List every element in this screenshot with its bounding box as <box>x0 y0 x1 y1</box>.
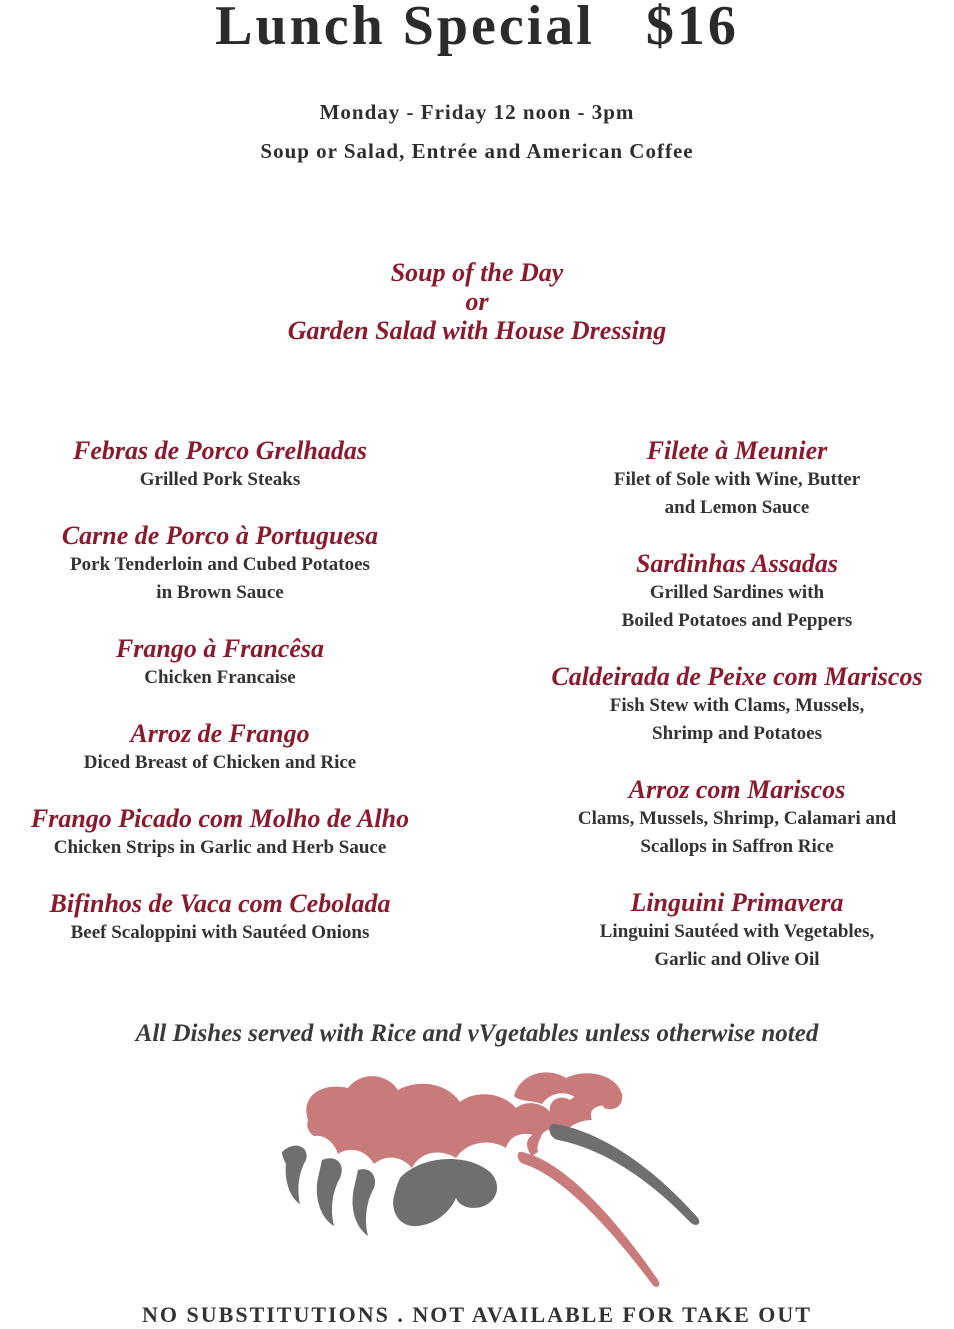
dish-description: Grilled Sardines with <box>649 582 825 603</box>
lobster-icon <box>270 1060 710 1300</box>
menu-item <box>0 719 440 804</box>
dish-description: Beef Scaloppini with Sautéed Onions <box>70 922 370 943</box>
dish-description: Boiled Potatoes and Peppers <box>621 610 853 631</box>
menu-item <box>0 436 440 521</box>
dish-description: Grilled Pork Steaks <box>139 469 301 490</box>
lobster-antenna-curl <box>527 1134 542 1156</box>
dish-name: Arroz de Frango <box>130 719 310 748</box>
page-title: Lunch Special $16 <box>215 0 739 57</box>
menu-item <box>520 775 954 888</box>
dish-description: Diced Breast of Chicken and Rice <box>83 752 357 773</box>
dish-name: Bifinhos de Vaca com Cebolada <box>49 889 391 918</box>
dish-name: Febras de Porco Grelhadas <box>73 436 367 465</box>
dish-name: Caldeirada de Peixe com Mariscos <box>551 662 923 691</box>
includes-text: Soup or Salad, Entrée and American Coffee <box>260 139 694 163</box>
dish-description: Linguini Sautéed with Vegetables, <box>599 921 875 942</box>
menu-item <box>0 889 440 974</box>
lobster-claw-bottom <box>393 1159 497 1226</box>
serving-note: All Dishes served with Rice and vVgetables unless otherwise noted <box>135 1020 819 1047</box>
starter-soup: Soup of the Day <box>390 258 564 287</box>
dish-description: Pork Tenderloin and Cubed Potatoes <box>70 554 370 575</box>
menu-item <box>0 634 440 719</box>
dish-name: Filete à Meunier <box>646 436 828 465</box>
dish-name: Frango à Francêsa <box>115 634 325 663</box>
menu-item <box>0 521 440 634</box>
dish-name: Sardinhas Assadas <box>635 549 839 578</box>
dish-name: Arroz com Mariscos <box>628 775 846 804</box>
starter-section <box>0 258 954 345</box>
lobster-leg <box>282 1146 307 1204</box>
right-menu-column <box>520 436 954 1001</box>
starter-salad: Garden Salad with House Dressing <box>287 316 667 345</box>
dish-description: Garlic and Olive Oil <box>654 949 820 970</box>
menu-item <box>520 549 954 662</box>
dish-name: Linguini Primavera <box>630 888 844 917</box>
dish-description: Clams, Mussels, Shrimp, Calamari and <box>577 808 897 829</box>
menu-item <box>520 888 954 1001</box>
dish-description: in Brown Sauce <box>156 582 284 603</box>
starter-or: or <box>465 287 489 316</box>
dish-description: and Lemon Sauce <box>664 497 810 518</box>
dish-name: Frango Picado com Molho de Alho <box>30 804 410 833</box>
lobster-tail <box>549 1124 699 1225</box>
lobster-leg <box>317 1158 342 1226</box>
lobster-leg <box>353 1169 376 1236</box>
dish-description: Fish Stew with Clams, Mussels, <box>609 695 865 716</box>
dish-description: Chicken Strips in Garlic and Herb Sauce <box>53 837 387 858</box>
menu-item <box>0 804 440 889</box>
menu-item <box>520 662 954 775</box>
dish-name: Carne de Porco à Portuguesa <box>61 521 379 550</box>
left-menu-column <box>0 436 440 974</box>
dish-description: Filet of Sole with Wine, Butter <box>613 469 861 490</box>
dish-description: Shrimp and Potatoes <box>652 723 822 744</box>
dish-description: Scallops in Saffron Rice <box>640 836 834 857</box>
menu-item <box>520 436 954 549</box>
hours-text: Monday - Friday 12 noon - 3pm <box>319 100 635 124</box>
footer-notice: NO SUBSTITUTIONS . NOT AVAILABLE FOR TAKE OUT <box>142 1302 812 1327</box>
dish-description: Chicken Francaise <box>144 667 296 688</box>
